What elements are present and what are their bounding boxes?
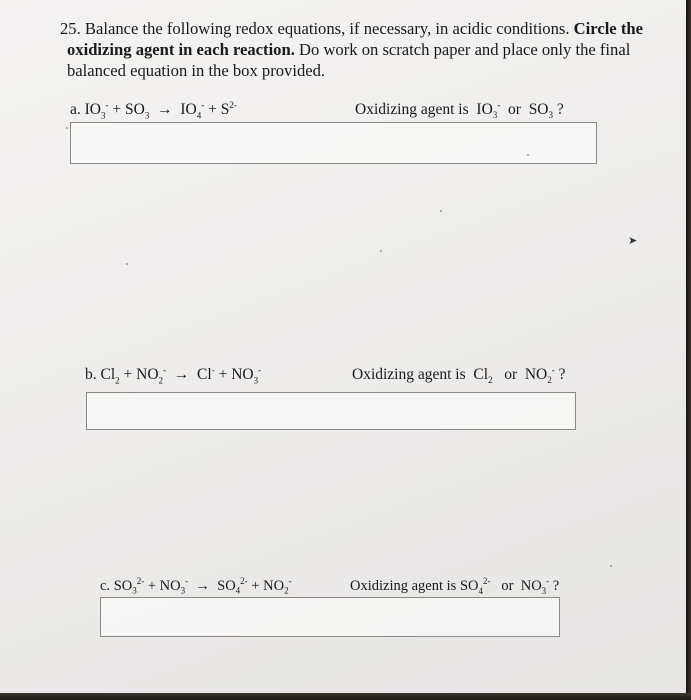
part-a-label: a.	[70, 101, 81, 119]
instruction-bold-text: Circle the oxidizing agent in each reaction.	[67, 19, 643, 59]
part-c-choice-2[interactable]: $NO_3^-$	[520, 576, 550, 596]
question-instructions	[60, 18, 667, 81]
part-b-label: b.	[85, 366, 97, 384]
instruction-text-2: Do work on scratch paper and place only the final balanced equation in the box provided.	[67, 40, 631, 80]
part-c-oxidizing-agent-question: Oxidizing agent is $SO_4^{2-}$ or $NO_3^-$ ?	[350, 576, 560, 596]
question-number: 25.	[60, 19, 81, 38]
part-a-choice-1[interactable]: $IO_3^-$	[476, 100, 501, 121]
part-c-label: c.	[100, 577, 111, 594]
paper-speck	[126, 263, 128, 265]
part-b-equation: b. $Cl_2 + NO_2^- \to Cl^- + NO_3^-$	[85, 365, 262, 386]
part-a-equation: a. $IO_3^- + SO_3 \to IO_4^- + S^{2-}$	[70, 100, 237, 121]
part-b-answer-box[interactable]	[86, 392, 576, 430]
part-c-equation: c. $SO_3^{2-} + NO_3^- \to SO_4^{2-} + NO_2^-$	[100, 576, 292, 596]
background-edge	[0, 693, 691, 700]
paper-speck	[610, 565, 612, 567]
part-a-oxidizing-agent-question: Oxidizing agent is $IO_3^-$ or $SO_3$ ?	[355, 100, 564, 121]
reaction-arrow: →	[195, 577, 210, 594]
paper-speck	[527, 154, 529, 156]
instruction-text: Balance the following redox equations, if necessary, in acidic conditions.	[84, 19, 570, 38]
paper-speck	[380, 250, 382, 252]
part-b-choice-1[interactable]: $Cl_2$	[473, 366, 493, 386]
background-edge	[686, 0, 691, 700]
part-c-answer-box[interactable]	[100, 597, 560, 637]
part-b-oxidizing-agent-question: Oxidizing agent is $Cl_2$ or $NO_2^-$ ?	[352, 365, 566, 386]
cursor-mark-icon: ➤	[628, 235, 638, 247]
paper-speck	[440, 210, 442, 212]
reaction-arrow: →	[173, 366, 190, 384]
part-a-choice-2[interactable]: $SO_3$	[528, 101, 554, 121]
paper-speck	[66, 127, 68, 129]
part-a-answer-box[interactable]	[70, 122, 597, 164]
reaction-arrow: →	[157, 101, 173, 119]
part-b-choice-2[interactable]: $NO_2^-$	[524, 365, 555, 386]
part-c-choice-1[interactable]: $SO_4^{2-}$	[459, 576, 491, 596]
